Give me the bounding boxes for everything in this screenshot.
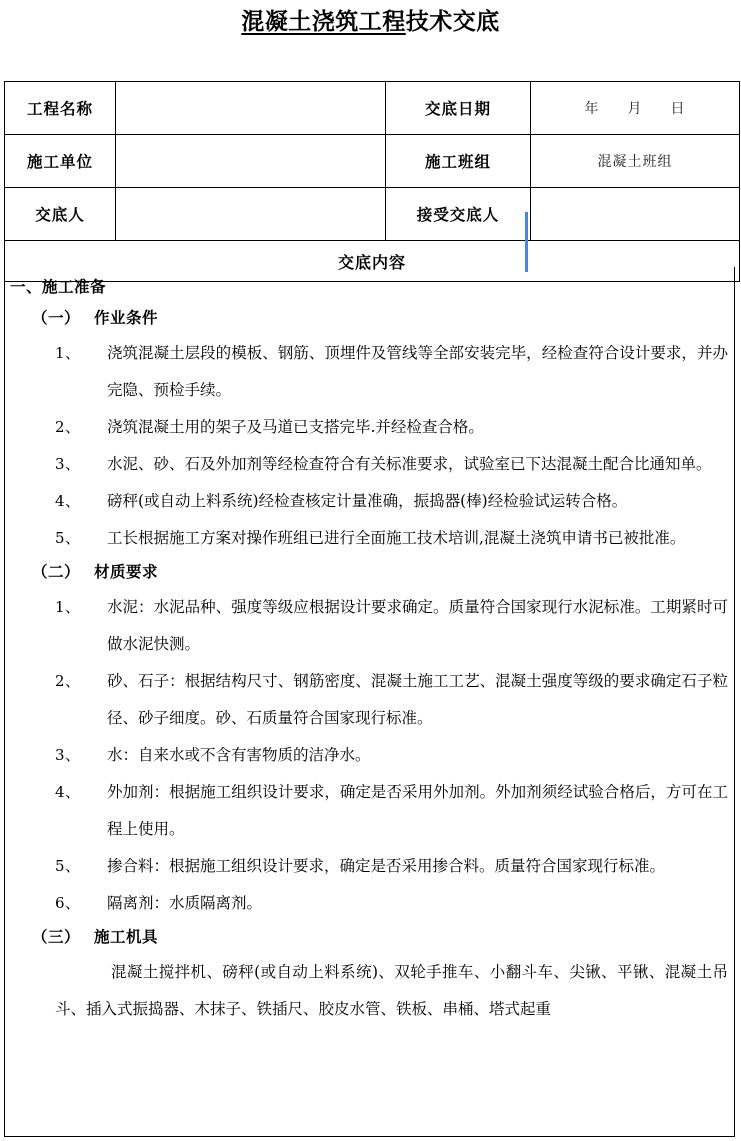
list-item-number: 2、 <box>55 418 81 436</box>
list-item <box>55 774 728 848</box>
table-row <box>5 135 740 188</box>
list-item-number: 4、 <box>55 492 81 510</box>
info-table <box>4 81 740 282</box>
list-item-number: 1、 <box>55 344 81 362</box>
list-item-number: 2、 <box>55 672 81 690</box>
subsection-title-3: 施工机具 <box>94 927 159 946</box>
list-item-text: 外加剂：根据施工组织设计要求，确定是否采用外加剂。外加剂须经试验合格后，方可在工程上使用。 <box>107 783 728 838</box>
value-disclosure-date[interactable] <box>531 82 740 135</box>
list-item-text: 水：自来水或不含有害物质的洁净水。 <box>107 746 371 764</box>
subsection-number-3: （三） <box>32 927 81 946</box>
label-disclosure-date: 交底日期 <box>386 82 531 135</box>
list-item-number: 4、 <box>55 783 81 801</box>
list-item <box>55 446 728 483</box>
list-item-text: 工长根据施工方案对操作班组已进行全面施工技术培训,混凝土浇筑申请书已被批准。 <box>107 529 686 547</box>
list-item <box>55 663 728 737</box>
label-project-name: 工程名称 <box>5 82 116 135</box>
page-title-plain: 技术交底 <box>405 8 500 35</box>
subsection-3-paragraph: 混凝土搅拌机、磅秤(或自动上料系统)、双轮手推车、小翻斗车、尖锹、平锹、混凝土吊斗、插入式振捣器、木抹子、铁插尺、胶皮水管、铁板、串桶、塔式起重 <box>55 963 728 1018</box>
subsection-title-2: 材质要求 <box>94 562 159 581</box>
list-item-number: 1、 <box>55 598 81 616</box>
section-heading-1: 一、施工准备 <box>10 277 107 296</box>
list-item-text: 浇筑混凝土用的架子及马道已支搭完毕.并经检查合格。 <box>107 418 484 436</box>
date-day-label: 日 <box>670 101 686 117</box>
page-title-underlined: 混凝土浇筑工程 <box>241 8 406 35</box>
list-item <box>55 737 728 774</box>
subsection-heading-3 <box>32 922 734 952</box>
list-item-text: 砂、石子：根据结构尺寸、钢筋密度、混凝土施工工艺、混凝土强度等级的要求确定石子粒径、砂子细度。砂、石质量符合国家现行标准。 <box>107 672 728 727</box>
list-item-number: 3、 <box>55 746 81 764</box>
value-project-name[interactable] <box>116 82 386 135</box>
list-item <box>55 520 728 557</box>
subsection-number-1: （一） <box>32 308 81 327</box>
list-item <box>55 335 728 409</box>
list-item <box>55 848 728 885</box>
subsection-heading-2 <box>32 557 734 587</box>
list-item-number: 5、 <box>55 529 81 547</box>
date-month-label: 月 <box>627 101 643 117</box>
label-presenter: 交底人 <box>5 188 116 241</box>
table-row <box>5 82 740 135</box>
list-item <box>55 409 728 446</box>
value-construction-team[interactable]: 混凝土班组 <box>531 135 740 188</box>
subsection-number-2: （二） <box>32 562 81 581</box>
list-item-text: 浇筑混凝土层段的模板、钢筋、顶埋件及管线等全部安装完毕，经检查符合设计要求，并办完隐、预检手续。 <box>107 344 728 399</box>
list-item-number: 3、 <box>55 455 81 473</box>
list-item <box>55 885 728 922</box>
table-row <box>5 188 740 241</box>
subsection-heading-1 <box>32 303 734 333</box>
list-item-number: 6、 <box>55 894 81 912</box>
list-item <box>55 589 728 663</box>
list-item-text: 掺合料：根据施工组织设计要求，确定是否采用掺合料。质量符合国家现行标准。 <box>107 857 666 875</box>
list-item-text: 水泥、砂、石及外加剂等经检查符合有关标准要求，试验室已下达混凝土配合比通知单。 <box>107 455 712 473</box>
list-item <box>55 483 728 520</box>
label-construction-unit: 施工单位 <box>5 135 116 188</box>
value-construction-unit[interactable] <box>116 135 386 188</box>
date-year-label: 年 <box>584 101 600 117</box>
value-receiver[interactable] <box>531 188 740 241</box>
text-cursor-caret <box>525 212 528 272</box>
page-title <box>0 0 741 33</box>
subsection-title-1: 作业条件 <box>94 308 159 327</box>
content-body <box>4 267 735 1137</box>
list-item-text: 隔离剂：水质隔离剂。 <box>107 894 263 912</box>
list-item-number: 5、 <box>55 857 81 875</box>
content-header: 交底内容 <box>5 241 740 282</box>
list-item-text: 磅秤(或自动上料系统)经检查核定计量准确，振捣器(棒)经检验试运转合格。 <box>107 492 628 510</box>
list-item-text: 水泥：水泥品种、强度等级应根据设计要求确定。质量符合国家现行水泥标准。工期紧时可做水泥快测。 <box>107 598 728 653</box>
label-construction-team: 施工班组 <box>386 135 531 188</box>
value-presenter[interactable] <box>116 188 386 241</box>
label-receiver: 接受交底人 <box>386 188 531 241</box>
